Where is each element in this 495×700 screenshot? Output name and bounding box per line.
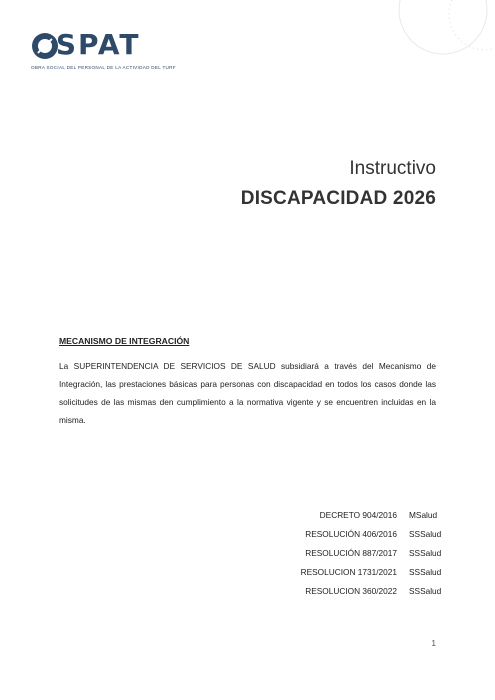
reference-name: RESOLUCION 1731/2021 bbox=[300, 567, 397, 577]
decorative-circles bbox=[385, 0, 495, 80]
ospat-logo bbox=[30, 28, 190, 76]
logo-brand: SPAT bbox=[55, 28, 141, 61]
reference-name: DECRETO 904/2016 bbox=[319, 510, 397, 520]
reference-org: SSSalud bbox=[409, 548, 442, 558]
page-number: 1 bbox=[431, 638, 436, 648]
reference-row bbox=[260, 567, 440, 586]
title-line-2: DISCAPACIDAD 2026 bbox=[240, 188, 436, 209]
reference-org: SSSalud bbox=[409, 567, 442, 577]
references-list bbox=[260, 510, 440, 605]
reference-name: RESOLUCION 360/2022 bbox=[305, 586, 397, 596]
logo-tagline: OBRA SOCIAL DEL PERSONAL DE LA ACTIVIDAD DEL TURF bbox=[31, 65, 176, 70]
reference-name: RESOLUCIÓN 406/2016 bbox=[305, 529, 397, 539]
title-line-1: Instructivo bbox=[349, 158, 436, 179]
reference-row bbox=[260, 529, 440, 548]
reference-row bbox=[260, 510, 440, 529]
reference-org: SSSalud bbox=[409, 586, 442, 596]
reference-org: SSSalud bbox=[409, 529, 442, 539]
reference-name: RESOLUCIÓN 887/2017 bbox=[305, 548, 397, 558]
reference-row bbox=[260, 586, 440, 605]
section-heading: MECANISMO DE INTEGRACIÓN bbox=[59, 336, 190, 346]
reference-row bbox=[260, 548, 440, 567]
reference-org: MSalud bbox=[409, 510, 438, 520]
section-body: La SUPERINTENDENCIA DE SERVICIOS DE SALUD subsidiará a través del Mecanismo de Integración, las prestaciones básicas para personas con discapacidad en todos los casos donde las solicitudes de las mismas den cumplimiento a la normativa vigente y se encuentren incluidas en la misma. bbox=[59, 361, 436, 425]
